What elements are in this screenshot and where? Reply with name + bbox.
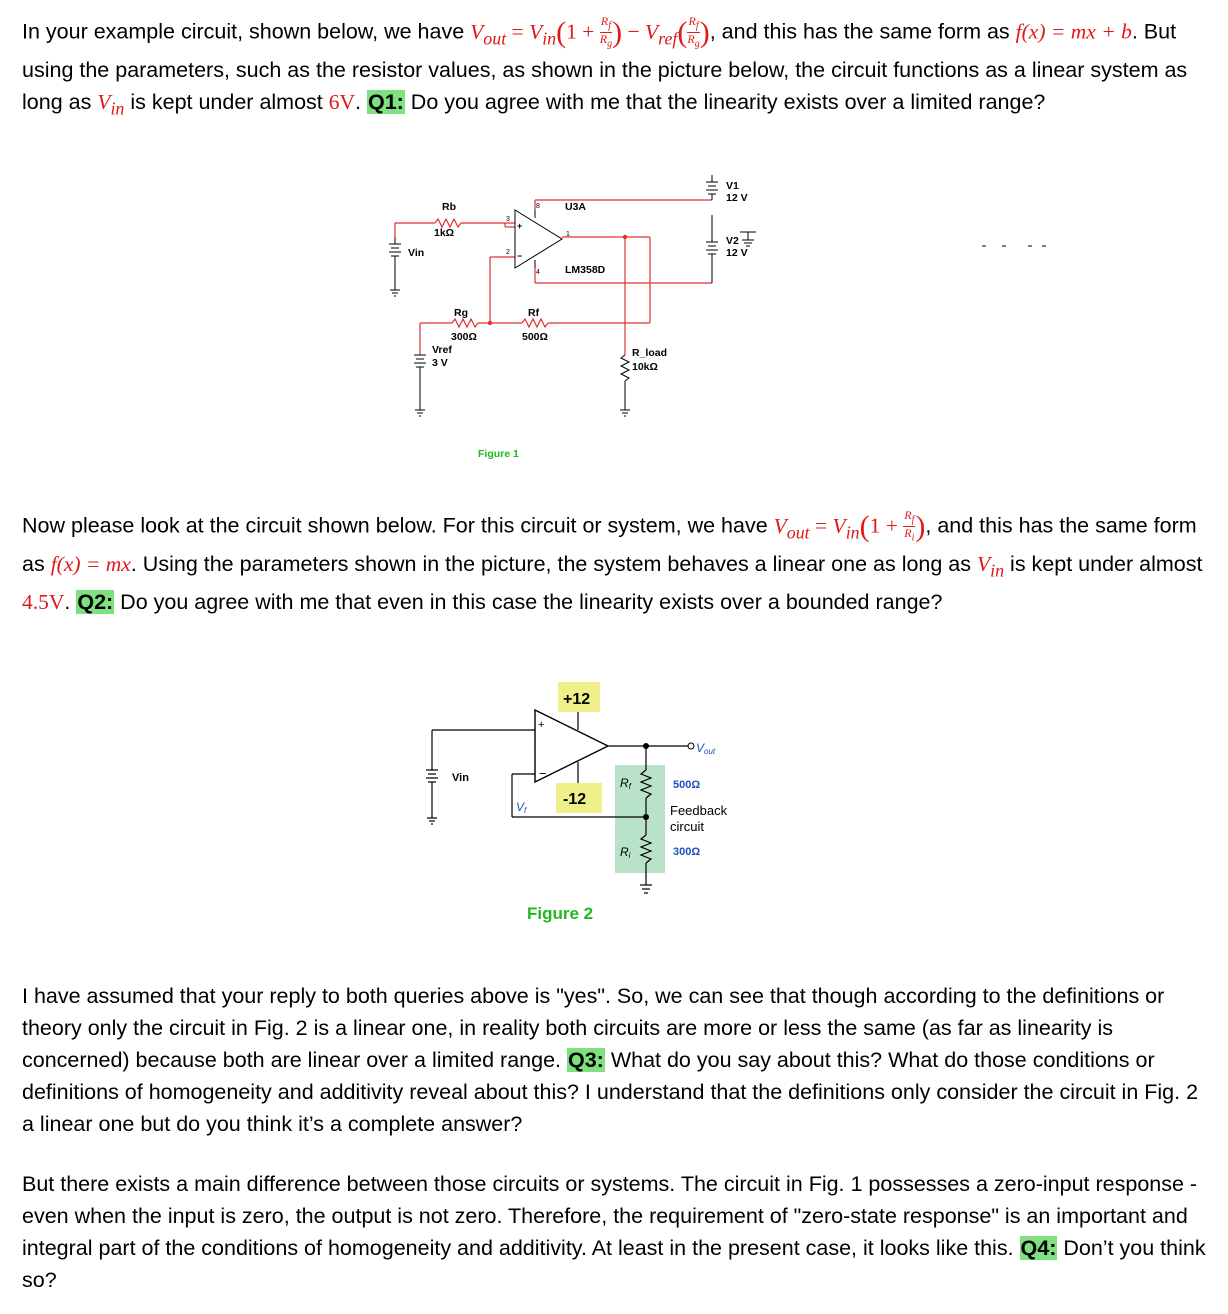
text: , and this has the same form as [709,19,1016,44]
math-fx: f(x) = mx + b [1015,19,1132,44]
opamp-plus: + [517,221,523,231]
math-vin: $V_{in}$ [529,19,557,48]
feedback-label-1: Feedback [670,803,728,818]
text: Don’t you think so? [22,1236,1206,1292]
opamp-plus: + [538,719,545,731]
text: But there exists a main difference between those circuits or systems. The circuit in Fig. 1 possesses a zero-input response - even when the input is zero, the output is not zero. Therefore, the requirement of "zero-state response" is an important and integral part of the conditions of homogeneity and additivity. At least in the present case, it looks like this. [22,1172,1198,1260]
rg-label: Rg [454,307,468,319]
opamp-minus: − [539,766,547,781]
question-q3-badge: Q3: [568,1048,604,1072]
v1-value: 12 V [726,192,748,204]
paragraph-4 [22,1168,1212,1296]
math-6v: 6V [328,89,356,114]
rf-value: 500Ω [522,331,548,343]
math-frac-rf-rg-2: $\frac{R_f}{R_g}$ [687,14,700,50]
vref-value: 3 V [432,357,448,369]
v1-label: V1 [726,180,739,192]
feedback-label-2: circuit [670,819,704,834]
math-vin: $V_{in}$ [832,513,860,542]
text: , and this has the same form as [22,513,1197,576]
paragraph-2: Now please look at the circuit shown below. For this circuit or system, we have $V_{out} = V_{in}(1$ + $\frac{R_f}{R_i}$ ), and this has the same form as f(x) = mx. Using the parameters shown in the picture, the system behaves a linear one as long as $V_{in}$ is kept under almost 4.5V. Q2: Do you agree with me that even in this case the linearity exists over a bounded range? [22,508,1203,615]
vf-label: Vf [516,800,527,815]
pin-8: 8 [536,203,540,210]
paragraph-3 [22,980,1212,1140]
lm358-label: LM358D [565,264,606,276]
rf-value: 500Ω [673,779,701,791]
text: Do you agree with me that even in this case the linearity exists over a bounded range? [114,590,943,615]
text: is kept under almost [1004,551,1203,576]
vref-label: Vref [432,344,452,356]
plus12-label: +12 [563,691,591,708]
math-frac-rf-ri: $\frac{R_f}{R_i}$ [904,508,915,544]
text: is kept under almost [124,89,329,114]
rf-label: Rf [528,307,540,319]
ri-symbol: Ri [620,845,631,860]
pin-2: 2 [506,249,510,256]
math-vin-2: $V_{in}$ [97,89,125,119]
figure-2-schematic [0,670,1228,940]
pin-3: 3 [506,216,510,223]
math-vout: $V_{out}$ [470,19,507,48]
u3a-label: U3A [565,201,587,213]
math-vout: $V_{out}$ [773,513,810,542]
ri-value: 300Ω [673,846,701,858]
text: What do you say about this? What do those conditions or definitions of homogeneity and additivity reveal about this? I understand that the definitions only consider the circuit in Fig. 2 a linear one but do you think it’s a complete answer? [22,1048,1199,1136]
question-q4-badge: Q4: [1020,1236,1057,1260]
math-eq: = [506,19,530,44]
text: I have assumed that your reply to both queries above is "yes". So, we can see that though according to the definitions or theory only the circuit in Fig. 2 is a linear one, in reality both circuits are more or less the same (as far as linearity is concerned) because both are linear over a limited range. [22,984,1165,1072]
math-one-plus: 1 + [566,19,600,44]
v2-value: 12 V [726,247,748,259]
math-minus: − [622,19,646,44]
v2-label: V2 [726,235,739,247]
text: In your example circuit, shown below, we have [22,19,471,44]
rg-value: 300Ω [451,331,477,343]
vout-label: Vout [696,741,716,756]
math-one-plus: 1 + [869,513,904,538]
rb-label: Rb [442,201,456,213]
pin-4: 4 [536,269,540,276]
math-eq: = [809,513,833,538]
text: Do you agree with me that the linearity exists over a limited range? [404,89,1046,114]
opamp-minus: − [517,251,523,261]
text: . But using the parameters, such as the resistor values, as shown in the picture below, the circuit functions as a linear system as long as [22,19,1188,114]
rf-symbol: Rf [620,776,631,791]
question-q1-badge: Q1: [367,89,404,114]
figure-2-caption: Figure 2 [527,904,594,923]
paragraph-1: In your example circuit, shown below, we have $V_{out} = V_{in}(1$ + $\frac{R_f}{R_g}$ ) − $V_{ref}$( $\frac{R_f}{R_g}$ ), and this has the same form as f(x) = mx + b. But using the parameters, such as the resistor values, as shown in the picture below, the circuit functions as a linear system as long as $V_{in}$ is kept under almost 6V. Q1: Do you agree with me that the linearity exists over a limited range? [22,14,1188,119]
figure-1-caption: Figure 1 [478,448,519,460]
vin-label: Vin [408,247,425,259]
math-45v: 4.5V [22,590,65,615]
minus12-label: -12 [563,791,587,808]
math-vref: $V_{ref}$ [645,19,678,48]
rload-value: 10kΩ [632,361,658,373]
rload-label: R_load [632,347,668,359]
text: . Using the parameters shown in the picture, the system behaves a linear one as long as [130,551,977,576]
rb-value: 1kΩ [434,227,455,239]
math-vin-2: $V_{in}$ [977,551,1005,581]
question-q2-badge: Q2: [77,590,114,615]
pin-1: 1 [566,231,570,238]
figure-1-schematic [0,160,1228,470]
vin-label: Vin [452,772,469,784]
text: Now please look at the circuit shown below. For this circuit or system, we have [22,513,774,538]
math-frac-rf-rg: $\frac{R_f}{R_g}$ [599,14,613,50]
math-fx: f(x) = mx [50,551,131,576]
